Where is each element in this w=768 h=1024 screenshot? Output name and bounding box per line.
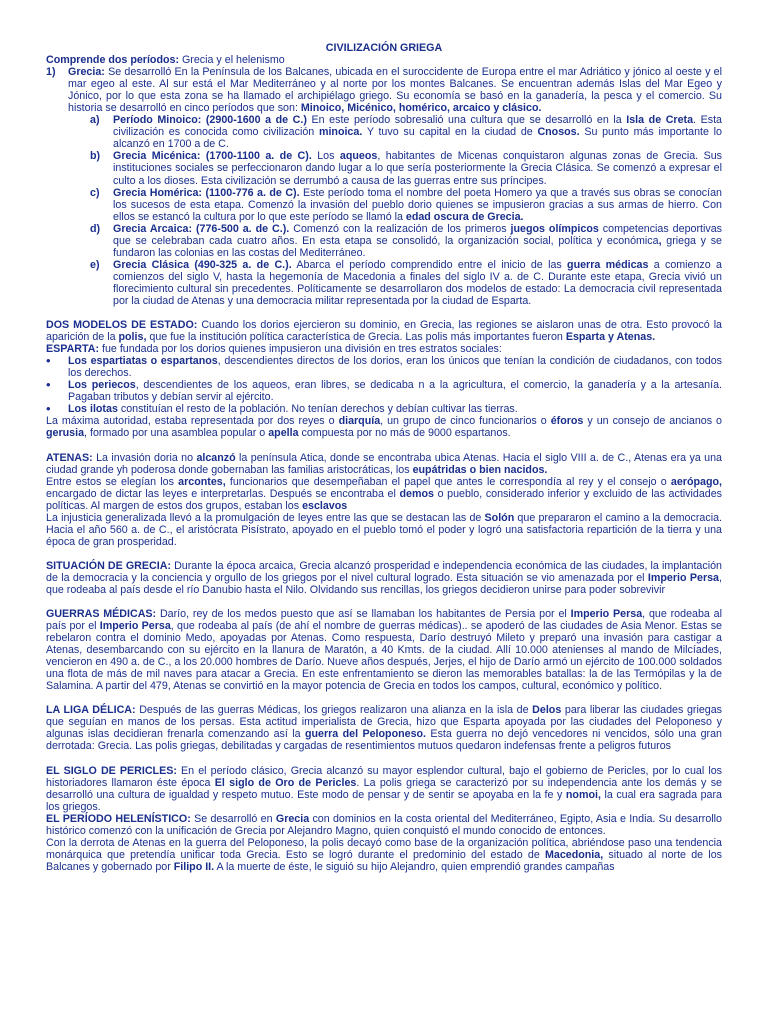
period-item-minoico	[90, 114, 722, 150]
section-grecia-body	[68, 66, 722, 307]
estrato-text: Los ilotas constituían el resto de la población. No tenían derechos y debían cultivar las tierras.	[68, 403, 518, 416]
period-label: c)	[90, 186, 100, 199]
atenas-paragraph: ATENAS: La invasión doria no alcanzó la península Atica, donde se encontraba ubica Atenas. Hacia el siglo VIII a. de C., Atenas era ya una ciudad grande yh poderosa donde gobernaban las familias aristocráticas, los eupátridas o bien nacidos.	[46, 451, 723, 476]
liga-delica-paragraph: LA LIGA DÉLICA: Después de las guerras Médicas, los griegos realizaron una alianza en la isla de Delos para liberar las ciudades griegas que seguían en manos de los persas. Esta actitud imperialista de Grecia, hizo que Esparta apoyada por las ciudades del Peloponeso y algunas islas decidieran frenarla comenzando así la guerra del Peloponeso. Esta guerra no dejó vencedores ni vencidos, sólo una gran derrotada: Grecia. Las polis griegas, debilitadas y cargadas de resentimientos mutuos quedaron indefensas frente a peligros futuros	[46, 704, 722, 753]
list-item	[46, 355, 722, 379]
list-item	[46, 403, 722, 415]
period-text: Grecia Homérica: (1100-776 a. de C). Este período toma el nombre del poeta Homero ya que a través sus obras se conocían los sucesos de esta etapa. Comenzó la invasión del pueblo dorio quienes se impusieron gracias a sus armas de hierro. Con ellos se estancó la cultura por lo que este período se llamó la edad oscura de Grecia.	[113, 186, 722, 223]
estrato-text: Los espartiatas o espartanos, descendientes directos de los dorios, eran los únicos que tenían la condición de ciudadanos, con todos los derechos.	[68, 355, 722, 380]
grecia-paragraph: Grecia: Se desarrolló En la Península de los Balcanes, ubicada en el suroccidente de Europa entre el mar Adriático y jónico al oeste y el mar egeo al este. Al sur está el Mar Mediterráneo y al norte por los montes Balcanes. Se encuentran además Islas del Mar Egeo y Jónico, por lo que esta zona se ha llamado el archipiélago griego. Su economía se basó en la ganadería, la pesca y el comercio. Su historia se desarrolló en cinco períodos que son: Minoico, Micénico, homérico, arcaico y clásico.	[68, 66, 722, 115]
section-grecia	[46, 66, 722, 307]
document-title: CIVILIZACIÓN GRIEGA	[325, 42, 443, 54]
atenas-solon-paragraph: La injusticia generalizada llevó a la promulgación de leyes entre las que se destacan las de Solón que prepararon el camino a la democracia. Hacia el año 560 a. de C., el aristócrata Pisístrato, apoyado en el pueblo tomó el poder y logró una satisfactoria repartición de la tierra y una época de gran prosperidad.	[46, 511, 722, 548]
pericles-paragraph: EL SIGLO DE PERICLES: En el período clásico, Grecia alcanzó su mayor esplendor cultural, bajo el gobierno de Pericles, por lo cual los historiadores llamaron éste época El siglo de Oro de Pericles. La polis griega se caracterizó por su independencia ante los demás y se desarrolló una cultura de igualdad y respeto mutuo. Este modo de pensar y de sentir se apoyaba en la fe y nomoi, la cual era sagrada para los griegos.	[46, 764, 722, 813]
period-label: d)	[90, 222, 101, 235]
period-label: b)	[90, 150, 101, 163]
period-text: Grecia Arcaica: (776-500 a. de C.). Comenzó con la realización de los primeros juegos olímpicos competencias deportivas que se celebraban cada cuatro años. En esta etapa se consolidó, la organización social, política y económica, griega y se fundaron las colonias en las costas del Mediterráneo.	[113, 222, 723, 259]
period-label: e)	[90, 258, 100, 271]
section-number: 1)	[46, 66, 56, 79]
modelos-paragraph: DOS MODELOS DE ESTADO: Cuando los dorios ejercieron su dominio, en Grecia, las regiones se aislaron unas de otra. Esto provocó la aparición de la polis, que fue la institución política característica de Grecia. Las polis más importantes fueron Esparta y Atenas.	[46, 319, 723, 344]
period-item-micenica	[90, 150, 722, 186]
bullet-icon: •	[46, 353, 51, 369]
period-text: Período Minoico: (2900-1600 a de C.) En este período sobresalió una cultura que se desarrolló en la Isla de Creta. Esta civilización es conocida como civilización minoica. Y tuvo su capital en la ciudad de Cnosos. Su punto más importante lo alcanzó en 1700 a de C.	[113, 114, 722, 151]
esparta-gobierno-paragraph: La máxima autoridad, estaba representada por dos reyes o diarquía, un grupo de cinco funcionarios o éforos y un consejo de ancianos o gerusia, formado por una asamblea popular o apella compuesta por no más de 9000 espartanos.	[46, 415, 723, 440]
list-item	[46, 379, 722, 403]
period-item-arcaica	[90, 223, 722, 259]
esparta-paragraph: ESPARTA: fue fundada por los dorios quienes impusieron una división en tres estratos sociales:	[46, 343, 502, 356]
intro-paragraph: Comprende dos períodos: Grecia y el helenismo	[46, 54, 285, 67]
helenistico-paragraph: EL PERÍODO HELENÍSTICO: Se desarrolló en Grecia con dominios en la costa oriental del Mediterráneo, Egipto, Asia e India. Su desarrollo histórico comenzó con la unificación de Grecia por Alejandro Magno, quien conquistó el mundo conocido de entonces.	[46, 812, 722, 837]
bullet-icon: •	[46, 377, 51, 393]
situacion-paragraph: SITUACIÓN DE GRECIA: Durante la época arcaica, Grecia alcanzó prosperidad e independencia económica de las ciudades, la implantación de la democracia y la conciencia y orgullo de los griegos por el nivel cultural logrado. Esta situación se vio amenazada por el Imperio Persa, que rodeaba al país desde el río Danubio hasta el Nilo. Olvidando sus rencillas, los griegos decidieron unirse para poder sobrevivir	[46, 559, 722, 596]
atenas-arcontes-paragraph: Entre estos se elegían los arcontes, funcionarios que desempeñaban el papel que antes le correspondía al rey y el consejo o aerópago, encargado de dictar las leyes e interpretarlas. Después se encontraba el demos o pueblo, considerado inferior y excluido de las actividades políticas. Al margen de estos dos grupos, estaban los esclavos	[46, 475, 722, 512]
period-label: a)	[90, 114, 100, 127]
document-page	[46, 42, 722, 873]
period-list	[68, 114, 722, 307]
period-item-homerica	[90, 187, 722, 223]
guerras-medicas-paragraph: GUERRAS MÉDICAS: Darío, rey de los medos puesto que así se llamaban los habitantes de Persia por el Imperio Persa, que rodeaba al país por el Imperio Persa, que rodeaba al país (de ahí el nombre de guerras médicas).. se apoderó de las ciudades de Asia Menor. Estas se rebelaron contra el dominio Medo, apoyadas por Atenas. Como respuesta, Darío destruyó Mileto y preparó una invasión para castigar a Atenas, desembarcando con su ejército en la llanura de Maratón, a 40 Kmts. de la ciudad. Allí 10.000 atenienses al mando de Milcíades, vencieron en 490 a. de C., a los 20.000 hombres de Darío. Nueve años después, Jerjes, el hijo de Darío armó un ejército de 100.000 soldados una flota de más de mil naves para atacar a Grecia. En este enfrentamiento se dieron las memorables batallas: la de las Termópilas y la de Salamina. A partir del 479, Atenas se convirtió en la mayor potencia de Grecia en todos los campos, cultural, económico y político.	[46, 608, 722, 693]
derrota-paragraph: Con la derrota de Atenas en la guerra del Peloponeso, la polis decayó como base de la organización política, abriéndose paso una tendencia monárquica que pretendía unificar toda Grecia. Esto se logró durante el predominio del estado de Macedonia, situado al norte de los Balcanes y gobernado por Filipo II. A la muerte de éste, le siguió su hijo Alejandro, quien emprendió grandes campañas	[46, 836, 722, 873]
period-item-clasica	[90, 259, 722, 307]
period-text: Grecia Micénica: (1700-1100 a. de C). Los aqueos, habitantes de Micenas conquistaron algunas zonas de Grecia. Sus instituciones sociales se perfeccionaron dando lugar a lo que sería posteriormente la Grecia Clásica. Se comenzó a expresar el culto a los dioses. Esta civilización se derrumbó a causa de las guerras entre sus príncipes.	[113, 150, 722, 187]
period-text: Grecia Clásica (490-325 a. de C.). Abarca el período comprendido entre el inicio de las guerra médicas a comienzo a comienzos del siglo V, hasta la hegemonía de Macedonia a finales del siglo IV a. de C. Durante este etapa, Grecia vivió un florecimiento cultural sin precedentes. Políticamente se desarrollaron dos modelos de estado: La democracia civil representada por la ciudad de Atenas y una democracia militar representada por la ciudad de Esparta.	[113, 258, 722, 307]
estrato-text: Los periecos, descendientes de los aqueos, eran libres, se dedicaba n a la agricultura, el comercio, la ganadería y a la artesanía. Pagaban tributos y debían servir al ejército.	[68, 379, 722, 404]
bullet-icon: •	[46, 401, 51, 417]
